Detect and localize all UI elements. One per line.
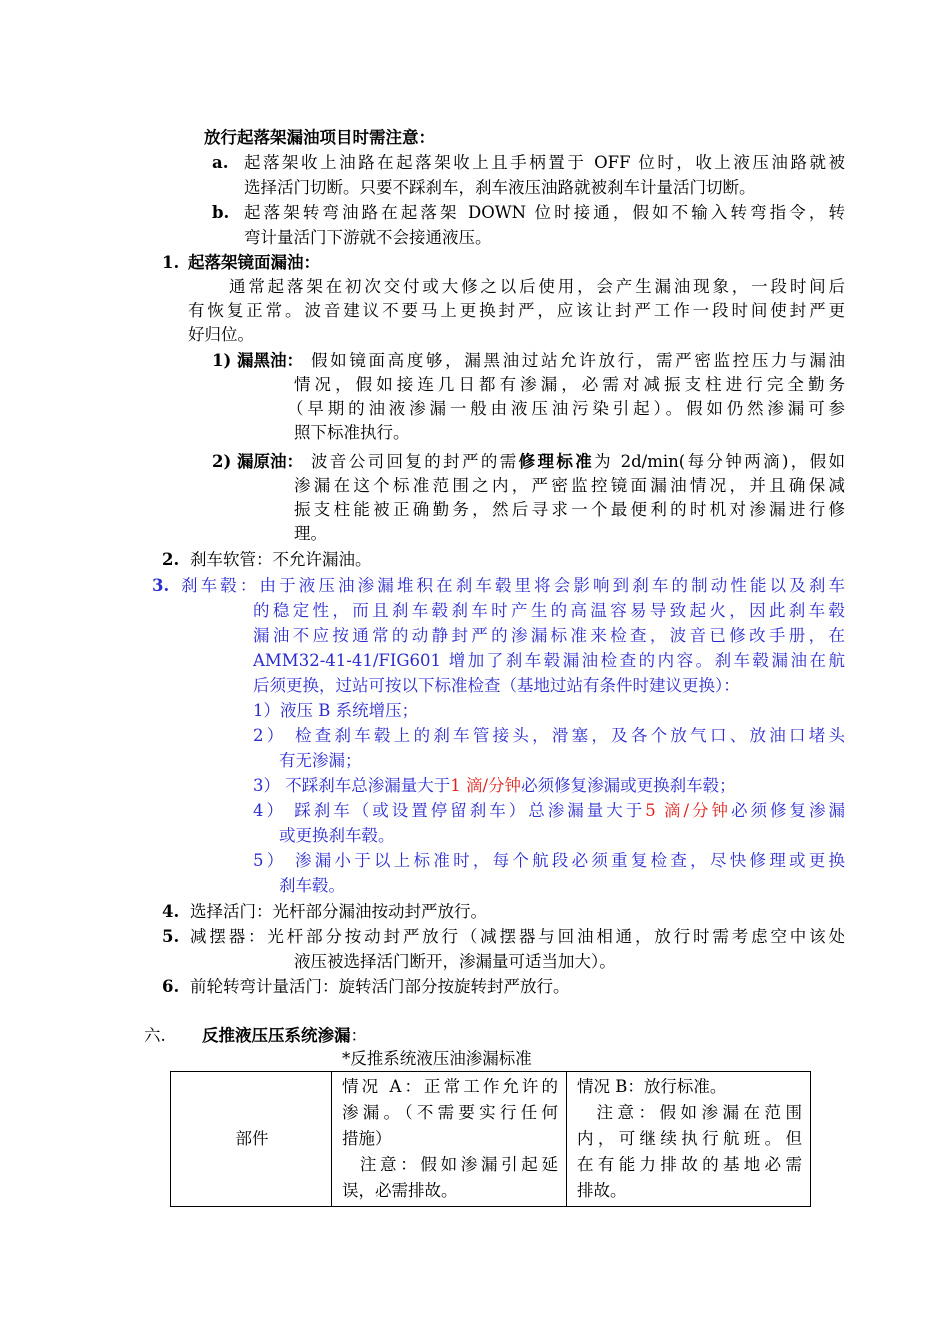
item3-line2: 的稳定性，而且刹车毂刹车时产生的高温容易导致起火，因此刹车毂	[253, 601, 845, 620]
sub1-line3: （早期的油液渗漏一般由液压油污染引起）。假如仍然渗漏可参	[287, 399, 845, 418]
item1-title: 起落架镜面漏油：	[188, 253, 320, 272]
note-b-line1: 起落架转弯油路在起落架 DOWN 位时接通，假如不输入转弯指令，转	[244, 203, 845, 222]
sub2-line1: 波音公司回复的封严的需修理标准为 2d/min(每分钟两滴)，假如	[311, 452, 846, 471]
section6-number: 六.	[144, 1026, 166, 1045]
item5-line1: 减摆器：光杆部分按动封严放行（减摆器与回油相通，放行时需考虑空中该处	[190, 927, 845, 946]
part-header-cell: 部件	[171, 1072, 332, 1207]
note-a-marker: a.	[212, 153, 229, 172]
item3-marker: 3.	[152, 576, 170, 595]
item1-para-line3: 好归位。	[188, 325, 254, 344]
item6-marker: 6.	[162, 977, 180, 996]
sub1-line4: 照下标准执行。	[294, 423, 410, 442]
item3-step4-line2: 或更换刹车毂。	[279, 826, 395, 845]
sub2-label: 2) 漏原油：	[212, 452, 304, 471]
item5-line2: 液压被选择活门断开，渗漏量可适当加大）。	[294, 952, 616, 971]
item3-step1: 1）液压 B 系统增压；	[253, 701, 419, 720]
item1-para-line1: 通常起落架在初次交付或大修之以后使用，会产生漏油现象，一段时间后	[229, 277, 845, 296]
note-a-line2: 选择活门切断。只要不踩刹车，刹车液压油路就被刹车计量活门切断。	[244, 178, 756, 197]
item3-line3: 漏油不应按通常的动静封严的渗漏标准来检查，波音已修改手册，在	[253, 626, 845, 645]
sub1-line1: 假如镜面高度够，漏黑油过站允许放行，需严密监控压力与漏油	[311, 351, 845, 370]
item1-marker: 1.	[162, 253, 180, 272]
table-caption: *反推系统液压油渗漏标准	[342, 1049, 532, 1068]
item4-marker: 4.	[162, 902, 180, 921]
item1-para-line2: 有恢复正常。波音建议不要马上更换封严，应该让封严工作一段时间使封严更	[188, 301, 845, 320]
item3-line1: 刹车毂：由于液压油渗漏堆积在刹车毂里将会影响到刹车的制动性能以及刹车	[181, 576, 845, 595]
leak-standard-table	[170, 1071, 811, 1207]
item3-step5-line2: 刹车毂。	[279, 876, 345, 895]
item3-step3: 3） 不踩刹车总渗漏量大于1 滴/分钟必须修复渗漏或更换刹车毂；	[253, 776, 736, 795]
sub1-label: 1) 漏黑油：	[212, 351, 304, 370]
item3-line4: AMM32-41-41/FIG601 增加了刹车毂漏油检查的内容。刹车毂漏油在航	[253, 651, 845, 670]
item6-text: 前轮转弯计量活门：旋转活门部分按旋转封严放行。	[190, 977, 570, 996]
item3-step2-line2: 有无渗漏；	[279, 751, 362, 770]
note-b-marker: b.	[212, 203, 230, 222]
item3-line5: 后须更换，过站可按以下标准检查（基地过站有条件时建议更换）：	[253, 676, 740, 695]
item3-step5-line1: 5） 渗漏小于以上标准时，每个航段必须重复检查，尽快修理或更换	[253, 851, 845, 870]
section6-title: 反推液压压系统渗漏：	[202, 1026, 367, 1045]
sub2-line3: 振支柱能被正确勤务，然后寻求一个最便利的时机对渗漏进行修	[294, 500, 845, 519]
table-row	[171, 1072, 811, 1207]
note-a-line1: 起落架收上油路在起落架收上且手柄置于 OFF 位时，收上液压油路就被	[244, 153, 845, 172]
item5-marker: 5.	[162, 927, 180, 946]
item3-step2-line1: 2） 检查刹车毂上的刹车管接头，滑塞，及各个放气口、放油口堵头	[253, 726, 845, 745]
item2-text: 刹车软管：不允许漏油。	[190, 550, 372, 569]
condition-b-cell: 情况 B：放行标准。 注意：假如渗漏在范围 内，可继续执行航班。但 在有能力排故的基地必需 排故。	[567, 1072, 811, 1207]
notes-heading: 放行起落架漏油项目时需注意：	[204, 128, 435, 147]
item2-marker: 2.	[162, 550, 180, 569]
note-b-line2: 弯计量活门下游就不会接通液压。	[244, 228, 492, 247]
item3-step4-line1: 4） 踩刹车（或设置停留刹车）总渗漏量大于5 滴/分钟必须修复渗漏	[253, 801, 845, 820]
condition-a-cell: 情况 A：正常工作允许的 渗漏。（不需要实行任何 措施） 注意：假如渗漏引起延 误，必需排故。	[332, 1072, 567, 1207]
sub2-line2: 渗漏在这个标准范围之内，严密监控镜面漏油情况，并且确保减	[294, 476, 845, 495]
sub2-line4: 理。	[294, 524, 327, 543]
item4-text: 选择活门：光杆部分漏油按动封严放行。	[190, 902, 487, 921]
sub1-line2: 情况，假如接连几日都有渗漏，必需对减振支柱进行完全勤务	[294, 375, 845, 394]
